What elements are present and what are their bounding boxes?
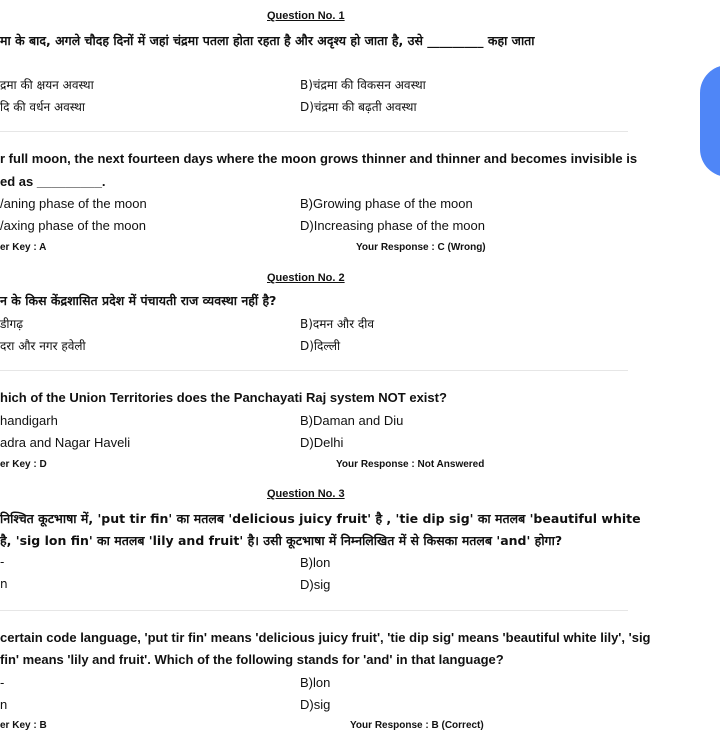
option-b-english: B)lon	[300, 675, 331, 690]
option-a-english: -	[0, 675, 5, 690]
your-response: Your Response : B (Correct)	[350, 720, 484, 731]
divider	[0, 131, 628, 132]
question-text-hindi: न के किस केंद्रशासित प्रदेश में पंचायती राज व्यवस्था नहीं है?	[0, 293, 277, 308]
question-text-hindi-line2: है, 'sig lon fin' का मतलब 'lily and fruit' है। उसी कूटभाषा में निम्नलिखित में से किसका मतलब 'and' होगा?	[0, 533, 563, 548]
option-b-english: B)Daman and Diu	[300, 413, 404, 428]
option-a-english: /aning phase of the moon	[0, 196, 147, 211]
option-d-hindi: D)sig	[300, 577, 331, 592]
option-a-hindi: -	[0, 555, 5, 569]
option-c-hindi: दि की वर्धन अवस्था	[0, 100, 86, 114]
option-d-english: D)sig	[300, 697, 331, 712]
option-c-english: /axing phase of the moon	[0, 218, 146, 233]
question-number: Question No. 3	[267, 488, 345, 500]
option-b-english: B)Growing phase of the moon	[300, 196, 473, 211]
option-a-hindi: डीगढ़	[0, 317, 24, 331]
option-d-english: D)Delhi	[300, 435, 344, 450]
option-d-english: D)Increasing phase of the moon	[300, 218, 485, 233]
option-c-english: adra and Nagar Haveli	[0, 435, 131, 450]
question-text-english: hich of the Union Territories does the Panchayati Raj system NOT exist?	[0, 390, 447, 405]
question-text-hindi: निश्चित कूटभाषा में, 'put tir fin' का मतलब 'delicious juicy fruit' है , 'tie dip sig' का मतलब 'beautiful white	[0, 511, 641, 526]
divider	[0, 370, 628, 371]
your-response: Your Response : Not Answered	[336, 459, 485, 470]
option-b-hindi: B)दमन और दीव	[300, 317, 375, 331]
option-c-hindi: n	[0, 577, 8, 591]
answer-key: er Key : D	[0, 459, 47, 470]
option-d-hindi: D)चंद्रमा की बढ़ती अवस्था	[300, 100, 417, 114]
option-c-hindi: दरा और नगर हवेली	[0, 339, 86, 353]
option-c-english: n	[0, 697, 8, 712]
question-text-hindi: मा के बाद, अगले चौदह दिनों में जहां चंद्रमा पतला होता रहता है और अदृश्य हो जाता है, उसे _________ कहा जाता	[0, 33, 535, 48]
question-text-english: certain code language, 'put tir fin' means 'delicious juicy fruit', 'tie dip sig' means 'beautiful white lily', 'sig	[0, 630, 651, 645]
divider	[0, 610, 628, 611]
answer-key: er Key : B	[0, 720, 47, 731]
answer-key: er Key : A	[0, 242, 47, 253]
option-a-hindi: द्रमा की क्षयन अवस्था	[0, 78, 94, 92]
question-number: Question No. 2	[267, 272, 345, 284]
option-b-hindi: B)lon	[300, 555, 331, 570]
your-response: Your Response : C (Wrong)	[356, 242, 486, 253]
option-b-hindi: B)चंद्रमा की विकसन अवस्था	[300, 78, 426, 92]
question-text-english: r full moon, the next fourteen days where the moon grows thinner and thinner and becomes invisible is	[0, 151, 638, 166]
option-d-hindi: D)दिल्ली	[300, 339, 341, 353]
option-a-english: handigarh	[0, 413, 58, 428]
question-text-english-line2: ed as _________.	[0, 174, 106, 189]
decorative-blue-shape	[700, 65, 720, 177]
question-number: Question No. 1	[267, 10, 345, 22]
question-text-english-line2: fin' means 'lily and fruit'. Which of the following stands for 'and' in that language?	[0, 652, 504, 667]
